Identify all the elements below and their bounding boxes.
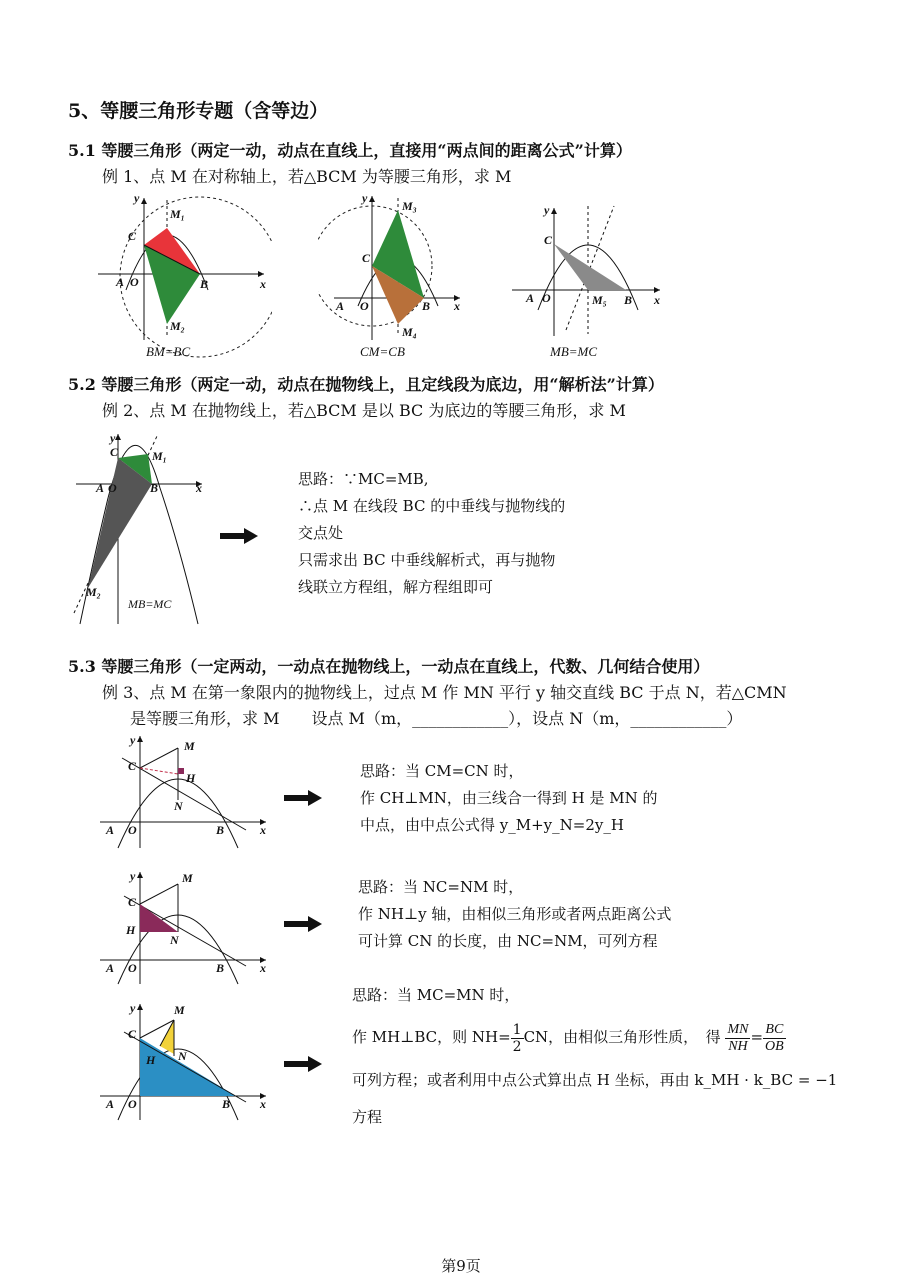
triangle-dark-m2 [88, 458, 152, 588]
point-m1-label: M₁ [170, 207, 185, 221]
point-a-label: A [96, 481, 105, 495]
point-a-label: A [336, 299, 345, 313]
point-o-label: O [128, 823, 137, 837]
point-h-label: H [146, 1053, 156, 1067]
point-o-label: O [542, 291, 551, 305]
caption-bm-bc: BM=BC [146, 344, 191, 359]
x-axis-label: x [260, 823, 266, 837]
point-m-label: M [182, 871, 193, 885]
triangle-purple [140, 904, 178, 932]
reasoning-line-formula: 作 MH⊥BC，则 NH= $\frac{1}{2}$ CN，由相似三角形性质， 得 $\frac{MN}{NH}$ = $\frac{BC}{OB}$ [352, 1021, 784, 1055]
figure-case-nc-nm [96, 866, 271, 986]
y-axis-label: y [130, 1001, 136, 1015]
point-o-label: O [128, 961, 137, 975]
y-axis-label: y [130, 869, 136, 883]
point-m-label: M [174, 1003, 185, 1017]
point-h-label: H [126, 923, 136, 937]
point-m5-label: M₅ [592, 293, 607, 307]
x-axis-label: x [454, 299, 460, 313]
x-axis-label: x [260, 961, 266, 975]
reasoning-line: 只需求出 BC 中垂线解析式，再与抛物 [298, 551, 556, 569]
caption-mb-mc: MB=MC [550, 344, 598, 359]
point-b-label: B [624, 293, 633, 307]
y-axis-label: y [110, 431, 116, 445]
reasoning-line: 作 CH⊥MN，由三线合一得到 H 是 MN 的 [360, 789, 658, 807]
figure-case-cm-cn [96, 730, 271, 850]
point-c-label: C [128, 1027, 137, 1041]
point-b-label: B [216, 961, 225, 975]
figure-mb-mc [508, 200, 668, 340]
reasoning-line: 思路：当 NC=NM 时， [358, 878, 524, 896]
point-b-label: B [216, 823, 225, 837]
figure-5-2 [62, 428, 212, 628]
point-a-label: A [106, 961, 115, 975]
point-a-label: A [526, 291, 535, 305]
arrow-right-icon [220, 528, 258, 544]
reasoning-line: 思路：当 CM=CN 时， [360, 762, 524, 780]
triangle-yellow [160, 1020, 174, 1054]
x-axis-label: x [260, 1097, 266, 1111]
point-o-label: O [130, 275, 139, 289]
caption-cm-cb: CM=CB [360, 344, 405, 359]
point-m3-label: M₃ [402, 199, 417, 213]
s2-reasoning [298, 466, 638, 601]
point-h-label: H [186, 771, 196, 785]
point-n-label: N [178, 1049, 187, 1063]
reasoning-line: 作 NH⊥y 轴，由相似三角形或者两点距离公式 [358, 905, 672, 923]
point-o-label: O [360, 299, 369, 313]
example-3-line2: 是等腰三角形，求 M 设点 M（m，____________），设点 N（m，____________） [130, 709, 743, 728]
page-number: 第9页 [441, 1257, 481, 1275]
point-b-label: B [422, 299, 431, 313]
case-a-reasoning [360, 758, 860, 839]
point-b-label: B [150, 481, 159, 495]
point-n-label: N [174, 799, 183, 813]
reasoning-line: 中点，由中点公式得 y_M+y_N=2y_H [360, 816, 624, 834]
section-5-3-heading: 5.3 等腰三角形（一定两动，一动点在抛物线上，一动点在直线上，代数、几何结合使用） [68, 657, 710, 676]
caption-mb-mc-2: MB=MC [128, 597, 172, 611]
point-c-label: C [544, 233, 553, 247]
y-axis-label: y [362, 191, 368, 205]
case-c-reasoning [352, 982, 852, 1131]
triangle-gray [554, 244, 626, 290]
point-a-label: A [106, 1097, 115, 1111]
section-5-1-heading: 5.1 等腰三角形（两定一动，动点在直线上，直接用“两点间的距离公式”计算） [68, 141, 632, 160]
point-a-label: A [116, 275, 125, 289]
case-b-reasoning [358, 874, 878, 955]
example-2: 例 2、点 M 在抛物线上，若△BCM 是以 BC 为底边的等腰三角形，求 M [102, 401, 626, 420]
reasoning-line: 思路：当 MC=MN 时， [352, 986, 520, 1004]
y-axis-label: y [130, 733, 136, 747]
figure-bm-bc [92, 190, 272, 365]
point-c-label: C [110, 445, 119, 459]
point-m4-label: M₄ [402, 325, 417, 339]
reasoning-line: 可计算 CN 的长度，由 NC=NM，可列方程 [358, 932, 658, 950]
reasoning-line: 方程 [352, 1108, 383, 1126]
reasoning-line: 交点处 [298, 524, 344, 542]
reasoning-line: 可列方程；或者利用中点公式算出点 H 坐标，再由 k_MH · k_BC = −1 [352, 1071, 838, 1089]
point-c-label: C [128, 759, 137, 773]
point-m-label: M [184, 739, 195, 753]
page-title: 5、等腰三角形专题（含等边） [68, 100, 329, 122]
point-c-label: C [128, 229, 137, 243]
reasoning-line: ∴点 M 在线段 BC 的中垂线与抛物线的 [298, 497, 566, 515]
fraction-bc-ob: $\frac{BC}{OB}$ [765, 1021, 784, 1054]
arrow-right-icon [284, 790, 322, 806]
point-n-label: N [170, 933, 179, 947]
y-axis-label: y [134, 191, 140, 205]
point-m2-label: M₂ [170, 319, 185, 333]
reasoning-line: 思路：∵MC=MB, [298, 470, 429, 488]
x-axis-label: x [654, 293, 660, 307]
figure-case-mc-mn [96, 998, 271, 1123]
section-5-2-heading: 5.2 等腰三角形（两定一动，动点在抛物线上，且定线段为底边，用“解析法”计算） [68, 375, 664, 394]
triangle-blue [140, 1038, 236, 1096]
arrow-right-icon [284, 1056, 322, 1072]
point-b-label: B [200, 277, 209, 291]
x-axis-label: x [260, 277, 266, 291]
point-c-label: C [128, 895, 137, 909]
example-3-line1: 例 3、点 M 在第一象限内的抛物线上，过点 M 作 MN 平行 y 轴交直线 BC 于点 N，若△CMN [102, 683, 787, 702]
reasoning-line: 线联立方程组，解方程组即可 [298, 578, 494, 596]
fraction-half: $\frac{1}{2}$ [512, 1021, 522, 1055]
point-o-label: O [108, 481, 117, 495]
point-o-label: O [128, 1097, 137, 1111]
example-1: 例 1、点 M 在对称轴上，若△BCM 为等腰三角形，求 M [102, 167, 512, 186]
arrow-right-icon [284, 916, 322, 932]
point-a-label: A [106, 823, 115, 837]
point-m2-label: M₂ [86, 585, 101, 599]
point-b-label: B [222, 1097, 231, 1111]
fraction-mn-nh: $\frac{MN}{NH}$ [727, 1021, 749, 1054]
point-m1-label: M₁ [152, 449, 167, 463]
point-c-label: C [362, 251, 371, 265]
figure-cm-cb [318, 190, 478, 350]
y-axis-label: y [544, 203, 550, 217]
x-axis-label: x [196, 481, 202, 495]
